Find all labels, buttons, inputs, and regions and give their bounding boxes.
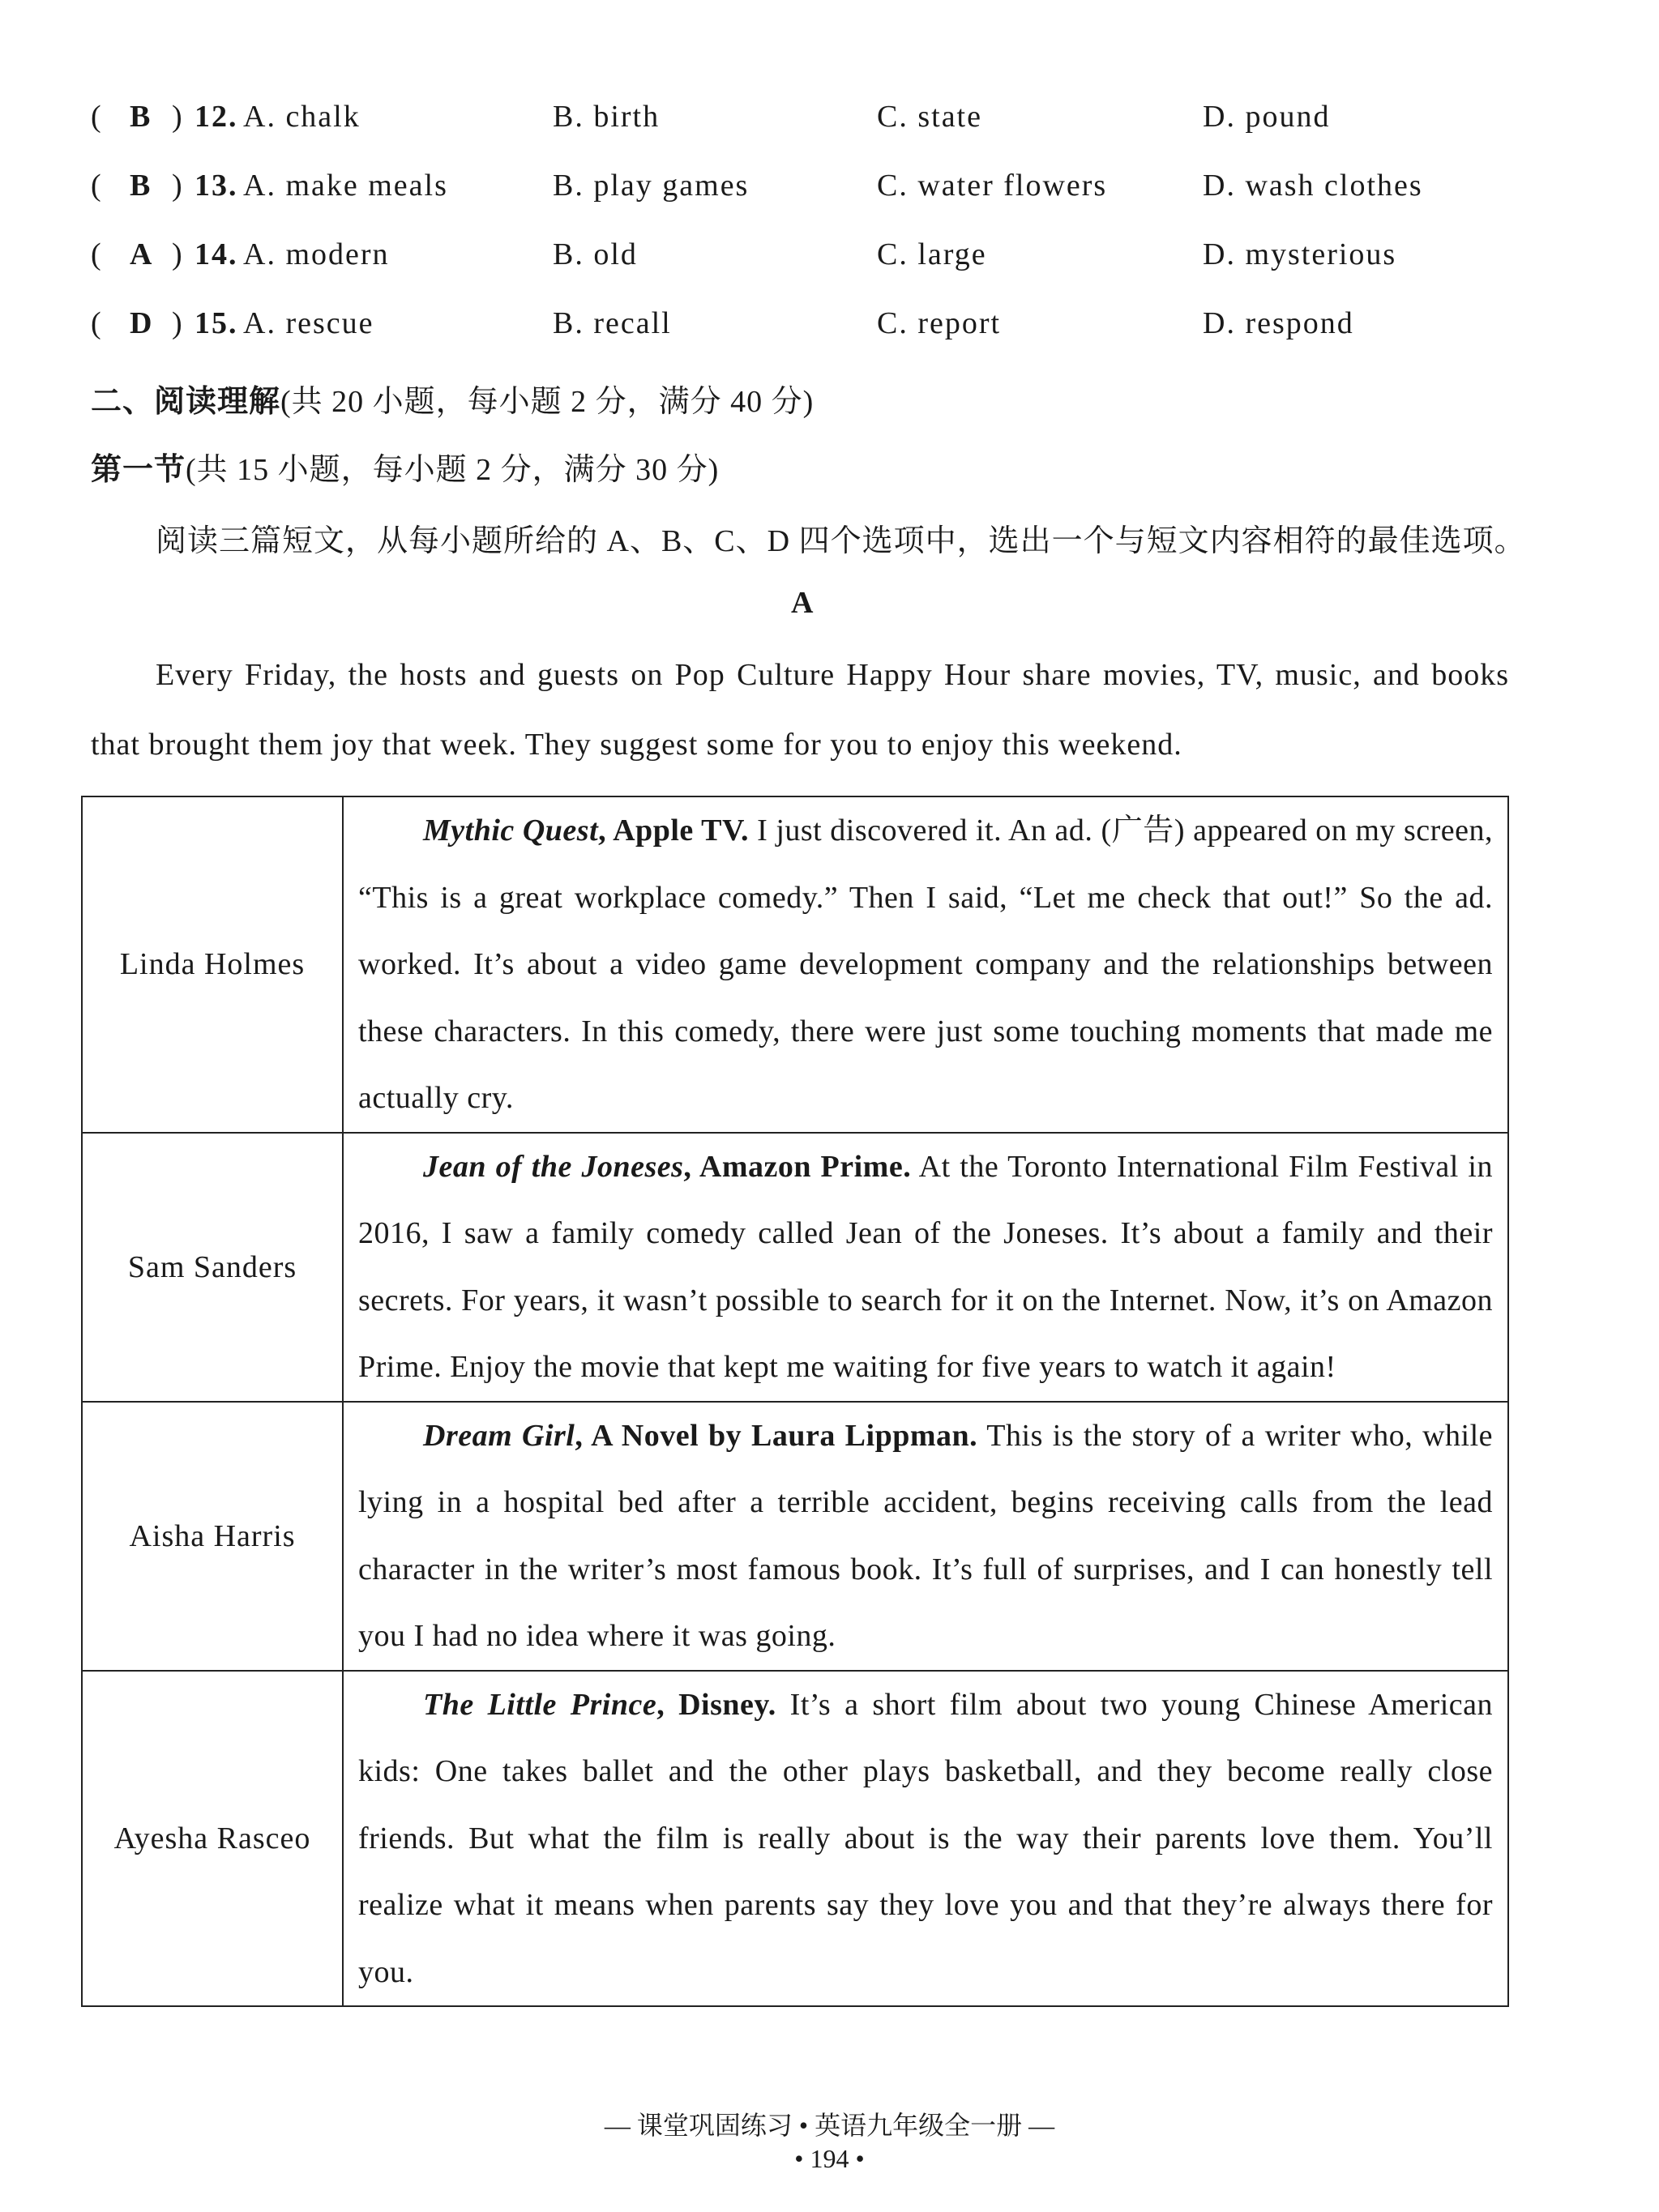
passage-intro: [91, 640, 1509, 779]
option-c: C. report: [877, 306, 1002, 340]
answer-open-paren: (: [91, 237, 103, 271]
option-d: D. mysterious: [1203, 237, 1397, 271]
question-number: 12.: [195, 100, 238, 134]
reviewer-name: Linda Holmes: [83, 797, 344, 1132]
answer-letter: D: [130, 306, 154, 340]
recommendations-table: [81, 796, 1509, 2007]
work-platform: , Amazon Prime.: [683, 1149, 912, 1184]
option-b: B. birth: [553, 100, 661, 134]
option-c: C. water flowers: [877, 169, 1108, 203]
question-row-12: [91, 99, 1517, 156]
option-a: A. chalk: [243, 100, 361, 134]
answer-close-paren: ): [172, 306, 184, 340]
option-b: B. old: [553, 237, 638, 271]
answer-letter: B: [130, 100, 152, 134]
reviewer-name: Aisha Harris: [83, 1403, 344, 1670]
reviewer-name: Sam Sanders: [83, 1134, 344, 1401]
work-title: The Little Prince: [423, 1687, 657, 1722]
work-platform: , Disney.: [656, 1687, 776, 1722]
table-row: [83, 1401, 1507, 1670]
reading-instruction: 阅读三篇短文，从每小题所给的 A、B、C、D 四个选项中，选出一个与短文内容相符的最佳选项。: [156, 524, 1526, 558]
work-title: Jean of the Joneses: [423, 1149, 684, 1184]
review-body: This is the story of a writer who, while lying in a hospital bed after a terrible accident, begins receiving calls from the lead character in the writer’s most famous book. It’s full of surprises, and I can honestly tell you I had no idea where it was going.: [358, 1418, 1494, 1653]
work-platform: , Apple TV.: [598, 813, 750, 848]
answer-open-paren: (: [91, 100, 103, 134]
review-body: At the Toronto International Film Festival in 2016, I saw a family comedy called Jean of the Joneses. It’s about a family and their secrets. For years, it wasn’t possible to search for it on the Internet. Now, it’s on Amazon Prime. Enjoy the movie that kept me waiting for five years to watch it again!: [358, 1149, 1493, 1384]
work-platform: , A Novel by Laura Lippman.: [575, 1418, 978, 1453]
table-row: [83, 797, 1507, 1132]
answer-open-paren: (: [91, 169, 103, 203]
option-b: B. recall: [553, 306, 672, 340]
question-number: 15.: [195, 306, 238, 340]
option-c: C. state: [877, 100, 982, 134]
question-row-14: [91, 237, 1517, 293]
option-b: B. play games: [553, 169, 750, 203]
table-row: [83, 1132, 1507, 1401]
answer-letter: B: [130, 169, 152, 203]
passage-label: A: [791, 586, 814, 620]
answer-letter: A: [130, 237, 154, 271]
review-body: It’s a short film about two young Chinese American kids: One takes ballet and the other plays basketball, and they become really close friends. But what the film is really about is the way their parents love them. You’ll realize what it means when parents say they love you and that they’re always there for you.: [358, 1687, 1493, 1989]
work-title: Mythic Quest: [423, 813, 599, 848]
question-row-15: [91, 305, 1517, 362]
part-title-note: (共 15 小题，每小题 2 分，满分 30 分): [186, 453, 720, 487]
answer-close-paren: ): [172, 237, 184, 271]
footer-book-title: — 课堂巩固练习 • 英语九年级全一册 —: [604, 2111, 1055, 2140]
option-d: D. wash clothes: [1203, 169, 1423, 203]
question-row-13: [91, 168, 1517, 224]
option-a: A. rescue: [243, 306, 374, 340]
reviewer-name: Ayesha Rasceo: [83, 1672, 344, 2006]
section-title-note: (共 20 小题，每小题 2 分，满分 40 分): [280, 385, 815, 419]
part-heading: [91, 444, 719, 489]
answer-close-paren: ): [172, 100, 184, 134]
option-a: A. modern: [243, 237, 390, 271]
passage-intro-text: Every Friday, the hosts and guests on Pop Culture Happy Hour share movies, TV, music, and books that brought them joy that week. They suggest some for you to enjoy this weekend.: [91, 658, 1509, 762]
review-cell: [344, 1134, 1507, 1401]
answer-close-paren: ): [172, 169, 184, 203]
review-cell: [344, 1403, 1507, 1670]
option-a: A. make meals: [243, 169, 448, 203]
review-cell: [344, 1672, 1507, 2006]
option-d: D. respond: [1203, 306, 1354, 340]
work-title: Dream Girl: [423, 1418, 575, 1453]
review-body: I just discovered it. An ad. (广告) appeared on my screen, “This is a great workplace comedy.” Then I said, “Let me check that out!” So the ad. worked. It’s about a video game development company and the relationships between these characters. In this comedy, there were just some touching moments that made me actually cry.: [358, 813, 1494, 1115]
review-cell: [344, 797, 1507, 1132]
question-number: 13.: [195, 169, 238, 203]
part-title: 第一节: [91, 453, 186, 487]
option-c: C. large: [877, 237, 987, 271]
question-number: 14.: [195, 237, 238, 271]
option-d: D. pound: [1203, 100, 1331, 134]
answer-open-paren: (: [91, 306, 103, 340]
table-row: [83, 1670, 1507, 2006]
section-heading: [91, 376, 814, 421]
section-title: 二、阅读理解: [91, 385, 281, 419]
page-number: • 194 •: [794, 2144, 865, 2173]
